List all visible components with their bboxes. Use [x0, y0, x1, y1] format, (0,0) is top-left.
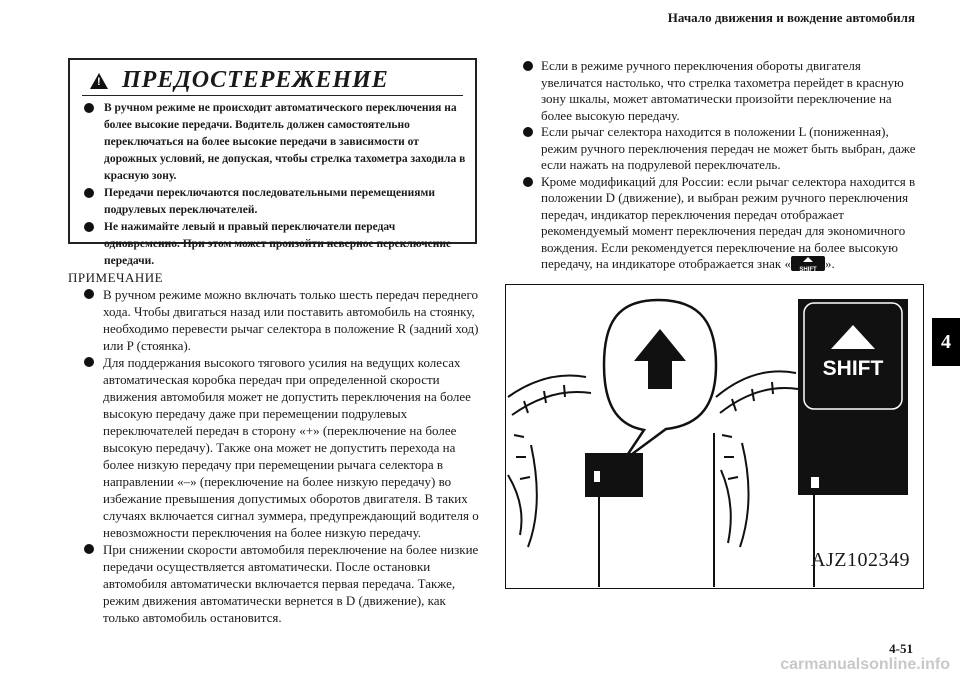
right-item: Кроме модификаций для России: если рычаг селектора находится в положении D (движение), и выбран режим ручного переключения передач, индикатор переключения передач отображает рекомендуемый момент переключения передач для экономичного вождения. Если рекомендуется переключение на более высокую передачу, на индикаторе отображается знак « SHIFT ». — [523, 174, 923, 273]
page-number: 4-51 — [889, 641, 913, 656]
shift-panel — [804, 303, 902, 409]
warning-item: Передачи переключаются последовательными перемещениями подрулевых переключателей. — [84, 185, 469, 219]
warning-box — [68, 58, 477, 267]
figure-id: AJZ102349 — [811, 549, 910, 571]
warning-divider — [82, 95, 463, 96]
note-label: ПРИМЕЧАНИЕ — [68, 270, 164, 285]
warning-item: В ручном режиме не происходит автоматического переключения на более высокие передачи. Водитель должен самостоятельно переключаться на более высокие передачи в зависимости от дорожных условий, не допуская, чтобы стрелка тахометра заходила в красную зону. — [84, 100, 469, 185]
note-item: В ручном режиме можно включать только шесть передач переднего хода. Чтобы двигаться назад или поставить автомобиль на стоянку, необходимо перевести рычаг селектора в положение R (задний ход) или P (стоянка). — [84, 286, 479, 354]
instrument-cluster-illustration — [506, 285, 922, 587]
bullet-icon — [523, 127, 533, 137]
chapter-tab: 4 — [932, 318, 960, 366]
bullet-icon — [523, 177, 533, 187]
bullet-icon — [84, 544, 94, 554]
note-item: Для поддержания высокого тягового усилия на ведущих колесах автоматическая коробка передач при определенной скорости движения автомобиля может не допустить переключения на более высокую передачу даже при перемещении подрулевых переключателей передач в сторону «+» (переключение на более высокую передачу). Также она может не допустить перехода на более низкую передачу при перемещении рычага селектора в направлении «–» (переключение на более низкую передачу) во избежание превышения допустимых оборотов двигателя. В таких случаях включается сигнал зуммера, предупреждающий водителя о невозможности переключения на более низкую передачу. — [84, 354, 479, 541]
warning-title: ПРЕДОСТЕРЕЖЕНИЕ — [122, 67, 389, 93]
bullet-icon — [84, 103, 94, 113]
warning-triangle-icon — [90, 73, 108, 89]
shift-label: SHIFT — [822, 357, 884, 380]
watermark: carmanualsonline.info — [780, 656, 950, 673]
right-column-list — [523, 58, 923, 273]
right-gauge-arcs-icon — [716, 371, 798, 547]
shift-indicator-icon: SHIFT — [791, 256, 825, 271]
left-gauge-arcs-icon — [508, 376, 591, 547]
bullet-icon — [84, 222, 94, 232]
note-list — [84, 286, 479, 626]
right-item: Если в режиме ручного переключения обороты двигателя увеличатся настолько, что стрелка тахометра перейдет в красную зону шкалы, может автоматически произойти переключение на более высокую передачу. — [523, 58, 923, 124]
left-display — [585, 453, 643, 497]
bullet-icon — [84, 289, 94, 299]
bullet-icon — [84, 188, 94, 198]
note-item: При снижении скорости автомобиля переключение на более низкие передачи осуществляется автоматически. После остановки автомобиля автоматически включается первая передача. Также, режим движения автоматически вернется в D (движение), как только автомобиль остановится. — [84, 541, 479, 626]
right-item: Если рычаг селектора находится в положении L (пониженная), режим ручного переключения передач не может быть выбран, даже если нажать на подрулевой переключатель. — [523, 124, 923, 174]
warning-list — [84, 100, 469, 270]
bullet-icon — [84, 357, 94, 367]
warning-item: Не нажимайте левый и правый переключатели передач одновременно. При этом может произойти неверное переключение передачи. — [84, 219, 469, 270]
running-header: Начало движения и вождение автомобиля — [667, 10, 915, 25]
bullet-icon — [523, 61, 533, 71]
shift-indicator-figure — [505, 284, 924, 589]
